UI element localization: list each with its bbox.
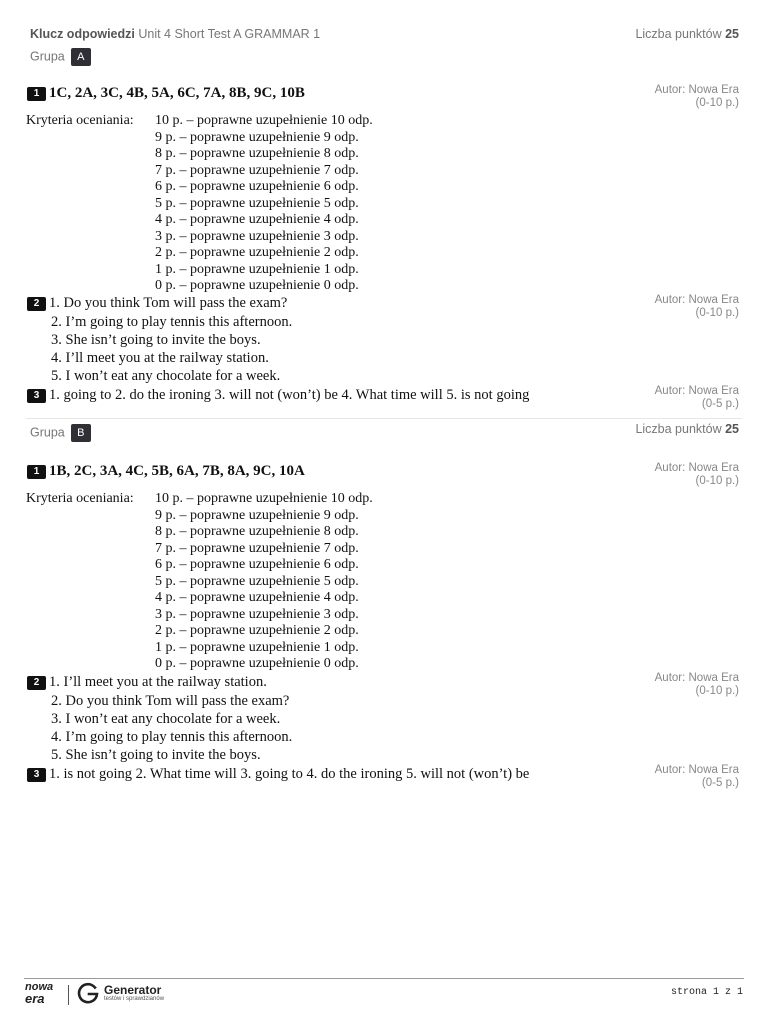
- task1-b-author: [655, 462, 739, 488]
- task-number-badge: 1: [27, 87, 46, 101]
- list-item: 5. She isn’t going to invite the boys.: [51, 747, 261, 763]
- criteria-item: 8 p. – poprawne uzupełnienie 8 odp.: [155, 524, 359, 539]
- criteria-item: 6 p. – poprawne uzupełnienie 6 odp.: [155, 557, 359, 572]
- criteria-label: Kryteria oceniania:: [26, 491, 134, 506]
- criteria-list-a: [155, 113, 373, 295]
- task2-a-author: [655, 294, 739, 320]
- criteria-item: 3 p. – poprawne uzupełnienie 3 odp.: [155, 228, 359, 244]
- points-range: (0-10 p.): [695, 307, 739, 319]
- criteria-item: 0 p. – poprawne uzupełnienie 0 odp.: [155, 278, 359, 293]
- points-range: (0-10 p.): [695, 97, 739, 109]
- criteria-item: 0 p. – poprawne uzupełnienie 0 odp.: [155, 656, 359, 671]
- doc-type: Klucz odpowiedzi: [30, 27, 135, 41]
- points-range: (0-10 p.): [695, 685, 739, 697]
- list-item: 5. I won’t eat any chocolate for a week.: [51, 368, 281, 384]
- criteria-item: 1 p. – poprawne uzupełnienie 1 odp.: [155, 639, 359, 655]
- criteria-item: 7 p. – poprawne uzupełnienie 7 odp.: [155, 540, 359, 556]
- group-a-header: [30, 48, 91, 66]
- criteria-item: 2 p. – poprawne uzupełnienie 2 odp.: [155, 623, 359, 638]
- criteria-item: 9 p. – poprawne uzupełnienie 9 odp.: [155, 129, 359, 145]
- task3-answer-text: 1. going to 2. do the ironing 3. will not (won’t) be 4. What time will 5. is not going: [49, 387, 530, 403]
- points-label: Liczba punktów: [635, 27, 722, 41]
- criteria-item: 4 p. – poprawne uzupełnienie 4 odp.: [155, 590, 359, 605]
- task1-a-answer: [27, 85, 305, 102]
- task2-a-list: [51, 313, 292, 385]
- list-item: 2. Do you think Tom will pass the exam?: [51, 693, 290, 709]
- list-item: 2. I’m going to play tennis this afternoon.: [51, 314, 293, 330]
- page-number: strona 1 z 1: [670, 987, 743, 998]
- points-label: Liczba punktów: [635, 422, 722, 436]
- group-b-points: [635, 422, 739, 436]
- list-item: 1. Do you think Tom will pass the exam?: [49, 295, 288, 311]
- total-points: [635, 27, 739, 41]
- criteria-item: 8 p. – poprawne uzupełnienie 8 odp.: [155, 146, 359, 161]
- criteria-label: Kryteria oceniania:: [26, 113, 134, 128]
- criteria-item: 3 p. – poprawne uzupełnienie 3 odp.: [155, 606, 359, 622]
- criteria-item: 5 p. – poprawne uzupełnienie 5 odp.: [155, 573, 359, 589]
- task2-a-first: [27, 295, 287, 312]
- author-label: Autor: Nowa Era: [654, 294, 739, 306]
- task1-b-answer: [27, 463, 305, 480]
- doc-title: Unit 4 Short Test A GRAMMAR 1: [138, 27, 321, 41]
- criteria-item: 10 p. – poprawne uzupełnienie 10 odp.: [155, 113, 373, 128]
- list-item: 4. I’m going to play tennis this afternoon.: [51, 729, 293, 745]
- points-range: (0-10 p.): [695, 475, 739, 487]
- criteria-list-b: [155, 491, 373, 673]
- task3-a-answer: [27, 387, 529, 404]
- group-label: Grupa: [30, 49, 65, 64]
- task3-a-author: [655, 385, 739, 411]
- task1-a-author: [655, 84, 739, 110]
- list-item: 4. I’ll meet you at the railway station.: [51, 350, 269, 366]
- criteria-item: 4 p. – poprawne uzupełnienie 4 odp.: [155, 212, 359, 227]
- generator-g-icon: [76, 981, 100, 1010]
- generator-title: Generator: [104, 983, 162, 997]
- criteria-item: 2 p. – poprawne uzupełnienie 2 odp.: [155, 245, 359, 260]
- task-number-badge: 3: [27, 389, 46, 403]
- author-label: Autor: Nowa Era: [654, 385, 739, 397]
- criteria-item: 9 p. – poprawne uzupełnienie 9 odp.: [155, 507, 359, 523]
- points-range: (0-5 p.): [701, 398, 739, 410]
- task1-answer-text: 1C, 2A, 3C, 4B, 5A, 6C, 7A, 8B, 9C, 10B: [49, 85, 305, 101]
- list-item: 3. I won’t eat any chocolate for a week.: [51, 711, 281, 727]
- task2-b-author: [655, 672, 739, 698]
- task-number-badge: 3: [27, 768, 46, 782]
- logo-era-text: era: [25, 991, 45, 1006]
- points-range: (0-5 p.): [701, 777, 739, 789]
- task3-answer-text: 1. is not going 2. What time will 3. going to 4. do the ironing 5. will not (won’t) be: [49, 766, 530, 782]
- task-number-badge: 2: [27, 297, 46, 311]
- task2-b-list: [51, 692, 292, 764]
- group-badge: B: [71, 424, 91, 442]
- author-label: Autor: Nowa Era: [654, 672, 739, 684]
- list-item: 3. She isn’t going to invite the boys.: [51, 332, 261, 348]
- task1-answer-text: 1B, 2C, 3A, 4C, 5B, 6A, 7B, 8A, 9C, 10A: [49, 463, 305, 479]
- task-number-badge: 1: [27, 465, 46, 479]
- task3-b-answer: [27, 766, 529, 783]
- points-value: 25: [725, 27, 739, 41]
- author-label: Autor: Nowa Era: [654, 462, 739, 474]
- criteria-item: 7 p. – poprawne uzupełnienie 7 odp.: [155, 162, 359, 178]
- footer-divider: [24, 978, 744, 979]
- author-label: Autor: Nowa Era: [654, 764, 739, 776]
- document-header: [30, 27, 739, 43]
- criteria-item: 6 p. – poprawne uzupełnienie 6 odp.: [155, 179, 359, 194]
- author-label: Autor: Nowa Era: [654, 84, 739, 96]
- list-item: 1. I’ll meet you at the railway station.: [49, 674, 267, 690]
- criteria-item: 1 p. – poprawne uzupełnienie 1 odp.: [155, 261, 359, 277]
- group-label: Grupa: [30, 425, 65, 440]
- task2-b-first: [27, 674, 267, 691]
- group-divider: [26, 418, 742, 419]
- points-value: 25: [725, 422, 739, 436]
- group-b-header: [30, 424, 91, 442]
- logo-nowa-text: nowa: [25, 981, 54, 993]
- criteria-item: 5 p. – poprawne uzupełnienie 5 odp.: [155, 195, 359, 211]
- group-badge: A: [71, 48, 91, 66]
- task3-b-author: [655, 764, 739, 790]
- criteria-item: 10 p. – poprawne uzupełnienie 10 odp.: [155, 491, 373, 506]
- nowa-era-logo: [25, 982, 53, 1004]
- logo-separator: [68, 985, 69, 1005]
- generator-subtitle: testów i sprawdzianów: [104, 996, 165, 1002]
- task-number-badge: 2: [27, 676, 46, 690]
